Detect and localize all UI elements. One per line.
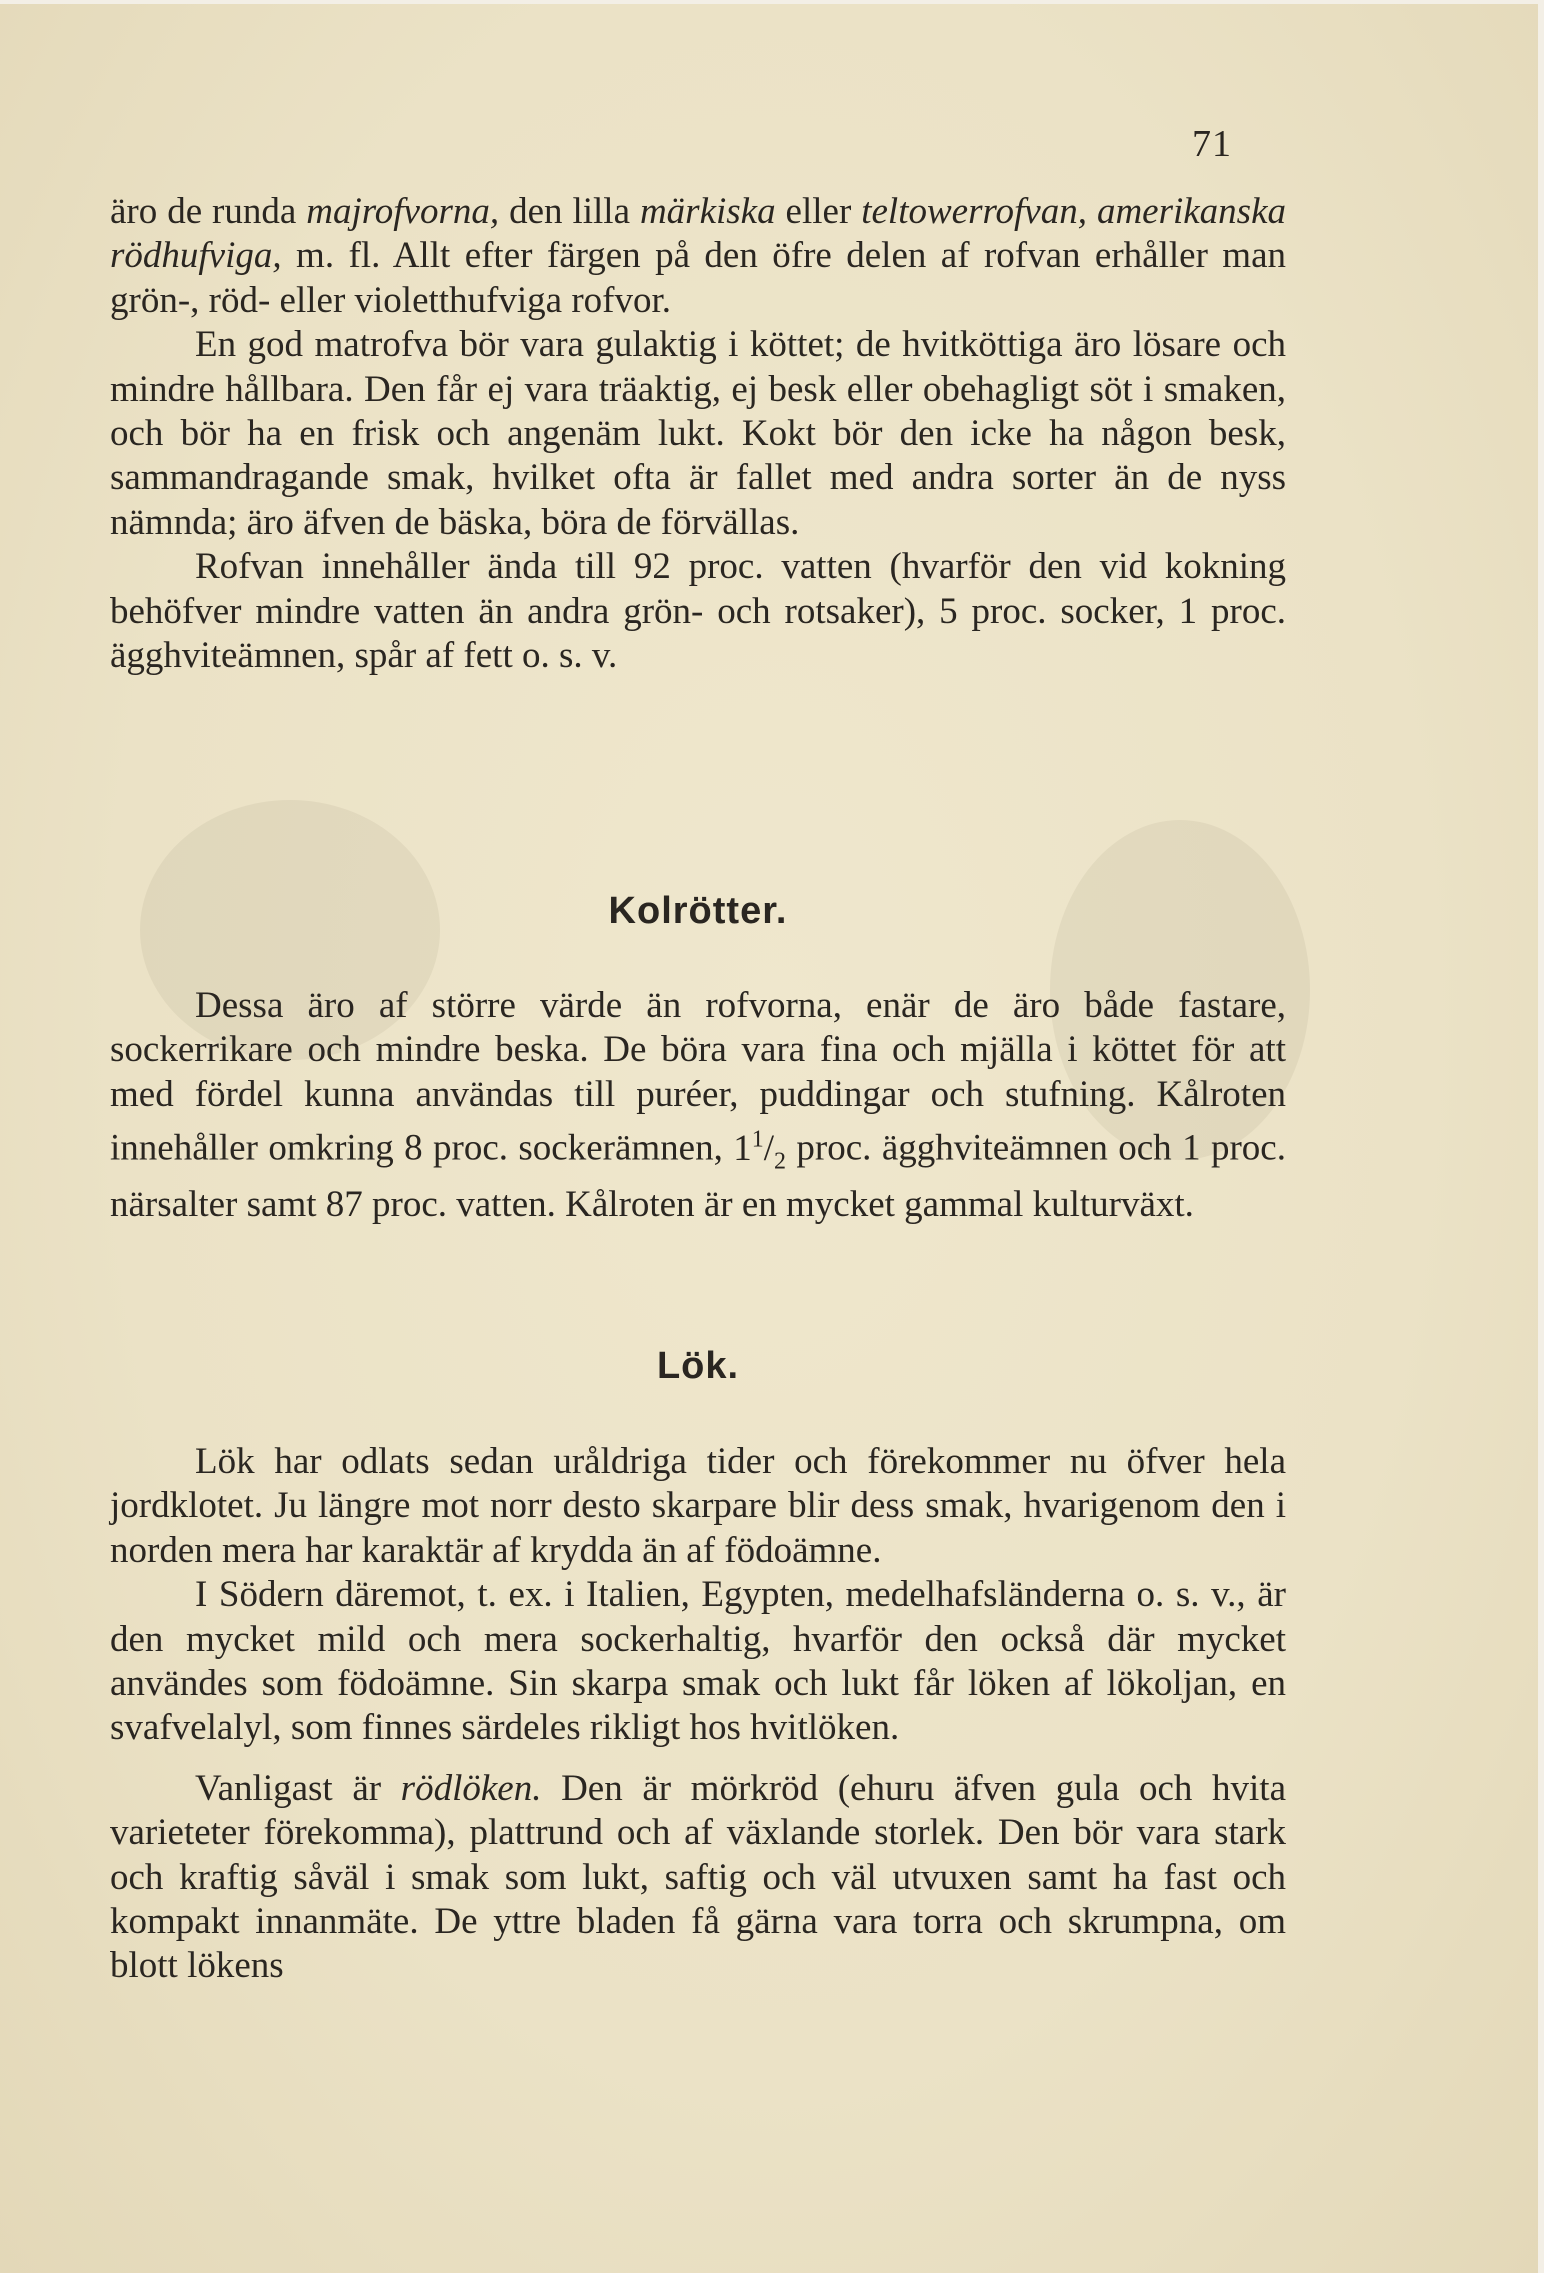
- lok-text: [110, 1440, 1286, 1989]
- fraction-denominator: 2: [774, 1147, 787, 1174]
- page-number: 71: [1192, 123, 1232, 165]
- italic-term: märkiska: [639, 191, 776, 232]
- lok-paragraph-rodlok: [110, 1767, 1286, 1989]
- lok-paragraph-origin: Lök har odlats sedan uråldriga tider och förekommer nu öfver hela jordklotet. Ju längre mot norr desto skarpare blir dess smak, hvarigenom den i norden mera har karaktär af krydda än af födoämne.: [110, 1441, 1286, 1571]
- lok-paragraph-south: I Södern däremot, t. ex. i Italien, Egypten, medelhafsländerna o. s. v., är den mycket mild och mera sockerhaltig, hvarför den också där mycket användes som födoämne. Sin skarpa smak och lukt får löken af lökoljan, en svafvelalyl, som finnes särdeles rikligt hos hvitlöken.: [110, 1574, 1286, 1749]
- section-heading-kolrotter: Kolrötter.: [608, 890, 788, 932]
- intro-paragraph-quality: En god matrofva bör vara gulaktig i köttet; de hvitköttiga äro lösare och mindre hållbara. Den får ej vara träaktig, ej besk eller obehagligt söt i smaken, och bör ha en frisk och angenäm lukt. Kokt bör den icke ha någon besk, sammandragande smak, hvilket ofta är fallet med andra sorter än de nyss nämnda; äro äfven de bäska, böra de förvällas.: [110, 324, 1286, 543]
- text-run: m. fl. Allt efter färgen på den öfre delen af rofvan erhåller man grön-, röd- eller violetthufviga rofvor.: [110, 235, 1286, 321]
- fraction-numerator: 1: [751, 1126, 764, 1153]
- italic-term: majrofvorna,: [306, 191, 500, 232]
- italic-term: rödlöken.: [400, 1767, 542, 1809]
- italic-term: amerikanska rödhufviga,: [110, 191, 1287, 277]
- section-heading-lok: Lök.: [656, 1345, 740, 1387]
- kolrotter-paragraph: [110, 984, 1286, 1228]
- fraction-whole: 1: [733, 1127, 752, 1169]
- text-run: äro de runda: [110, 191, 307, 232]
- text-run: proc. ägghviteämnen och 1 proc. närsalter samt 87 proc. vatten. Kålroten är en mycket gammal kulturväxt.: [110, 1127, 1286, 1226]
- intro-paragraph-composition: Rofvan innehåller ända till 92 proc. vatten (hvarför den vid kokning behöfver mindre vatten än andra grön- och rotsaker), 5 proc. socker, 1 proc. ägghviteämnen, spår af fett o. s. v.: [110, 546, 1286, 677]
- fraction: $1^1/_2$: [733, 1126, 787, 1174]
- italic-term: teltowerrofvan,: [861, 191, 1087, 232]
- text-run: den lilla: [499, 191, 640, 232]
- text-run: Dessa äro af större värde än rofvorna, enär de äro både fastare, sockerrikare och mindre beska. De böra vara fina och mjälla i köttet för att med fördel kunna användas till puréer, puddingar och stufning. Kålroten innehåller omkring 8 proc. sockerämnen,: [110, 985, 1286, 1169]
- kolrotter-text: [110, 984, 1286, 1228]
- text-run: Vanligast är: [195, 1767, 401, 1809]
- intro-paragraph-continued: [110, 190, 1286, 323]
- text-run: Den är mörkröd (ehuru äfven gula och hvita varieteter förekomma), plattrund och af växlande storlek. Den bör vara stark och kraftig såväl i smak som lukt, saftig och väl utvuxen samt ha fast och kompakt innanmäte. De yttre bladen få gärna vara torra och skrumpna, om blott lökens: [110, 1767, 1286, 1987]
- text-run: eller: [775, 191, 862, 232]
- intro-text: [110, 190, 1286, 678]
